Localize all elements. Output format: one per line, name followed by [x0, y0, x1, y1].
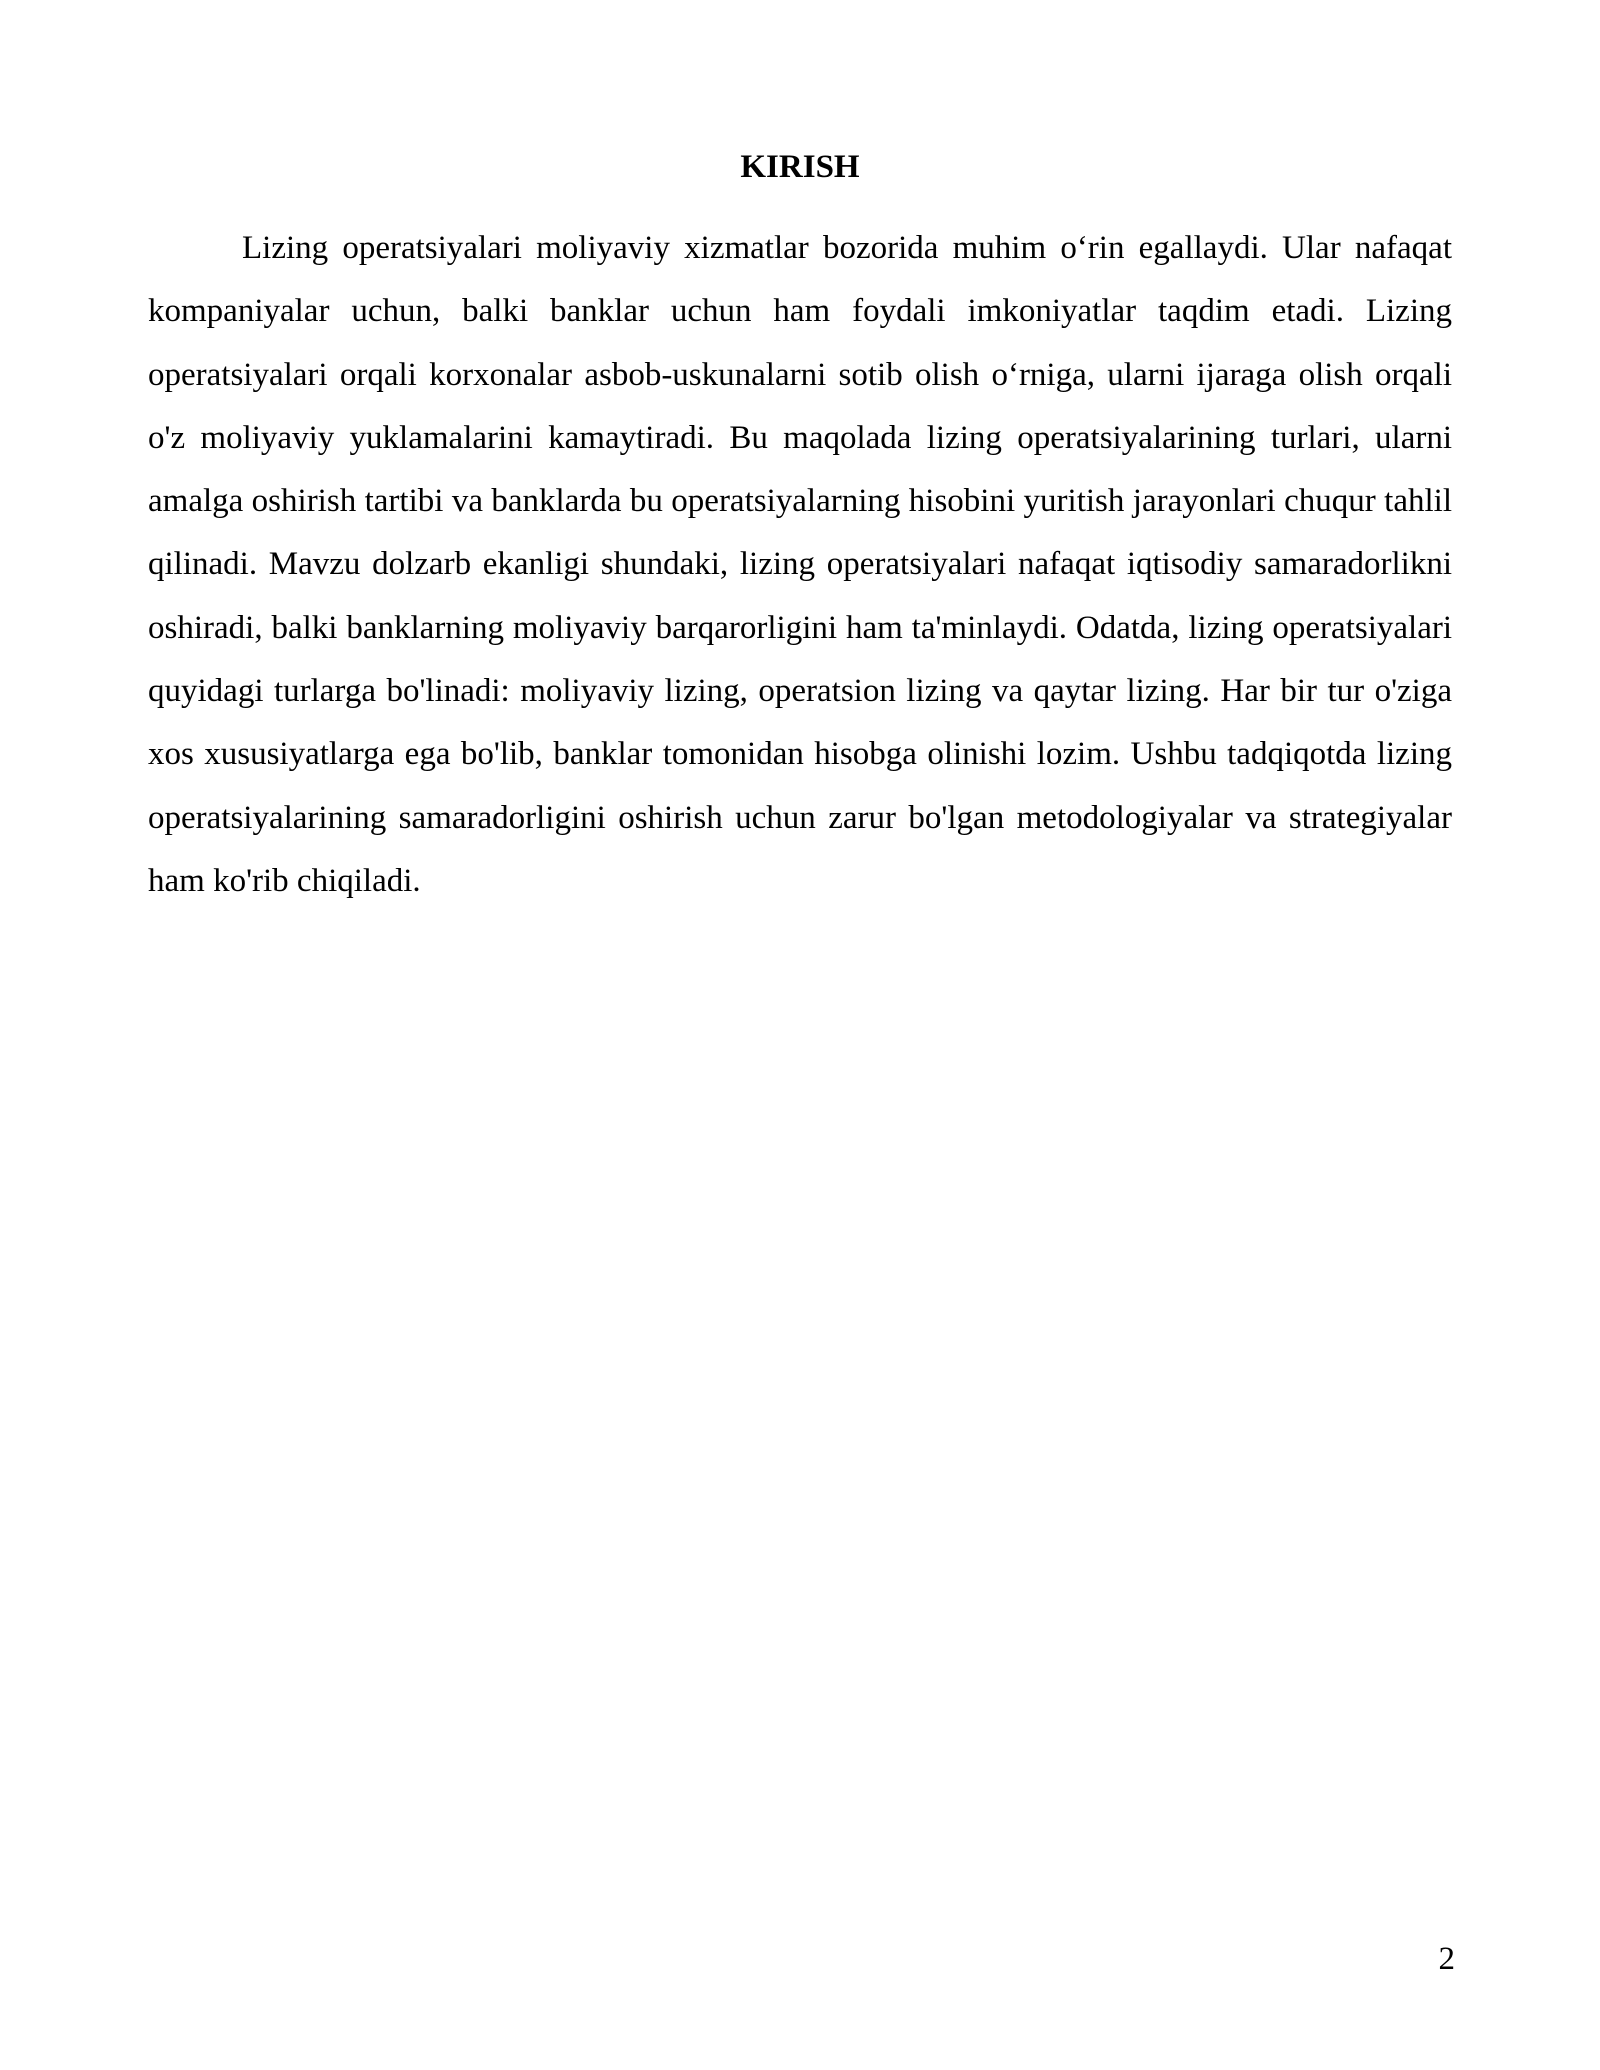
page-title: KIRISH — [740, 149, 860, 185]
intro-paragraph: Lizing operatsiyalari moliyaviy xizmatlar bozorida muhim o‘rin egallaydi. Ular nafaqat kompaniyalar uchun, balki banklar uchun ham foydali imkoniyatlar taqdim etadi. Lizing operatsiyalari orqali korxonalar asbob-uskunalarni sotib olish o‘rniga, ularni ijaraga olish orqali o'z moliyaviy yuklamalarini kamaytiradi. Bu maqolada lizing operatsiyalarining turlari, ularni amalga oshirish tartibi va banklarda bu operatsiyalarning hisobini yuritish jarayonlari chuqur tahlil qilinadi. Mavzu dolzarb ekanligi shundaki, lizing operatsiyalari nafaqat iqtisodiy samaradorlikni oshiradi, balki banklarning moliyaviy barqarorligini ham ta'minlaydi. Odatda, lizing operatsiyalari quyidagi turlarga bo'linadi: moliyaviy lizing, operatsion lizing va qaytar lizing. Har bir tur o'ziga xos xususiyatlarga ega bo'lib, banklar tomonidan hisobga olinishi lozim. Ushbu tadqiqotda lizing operatsiyalarining samaradorligini oshirish uchun zarur bo'lgan metodologiyalar va strategiyalar ham ko'rib chiqiladi. — [148, 230, 1452, 899]
page-number: 2 — [1438, 1941, 1455, 1977]
